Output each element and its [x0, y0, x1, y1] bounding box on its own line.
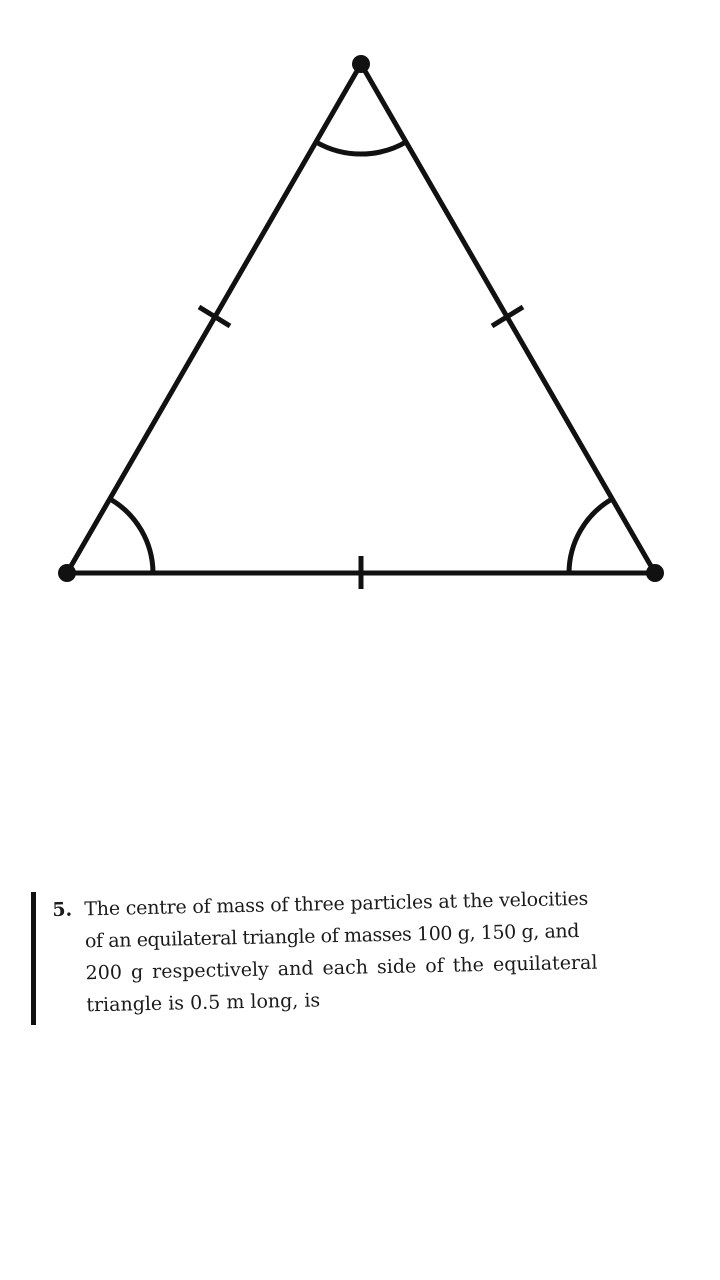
question-line-3: 200 g respectively and each side of the equilateral — [85, 951, 598, 985]
angle-arc-top — [316, 142, 406, 154]
vertex-bottom-right — [646, 564, 664, 582]
angle-arc-bottom-right — [569, 499, 612, 573]
tick-mark-left-side — [199, 307, 230, 326]
question-line-2: of an equilateral triangle of masses 100 g, 150 g, and — [84, 919, 580, 953]
question-number: 5. — [52, 898, 73, 921]
vertex-top — [352, 55, 370, 73]
tick-mark-right-side — [492, 307, 523, 326]
angle-arc-bottom-left — [110, 499, 153, 573]
question-line-4: triangle is 0.5 m long, is — [86, 989, 321, 1017]
question-text — [52, 882, 635, 1022]
margin-bar — [31, 892, 36, 1025]
question-block — [0, 880, 720, 1040]
vertex-bottom-left — [58, 564, 76, 582]
question-line-1: The centre of mass of three particles at the velocities — [84, 887, 589, 921]
